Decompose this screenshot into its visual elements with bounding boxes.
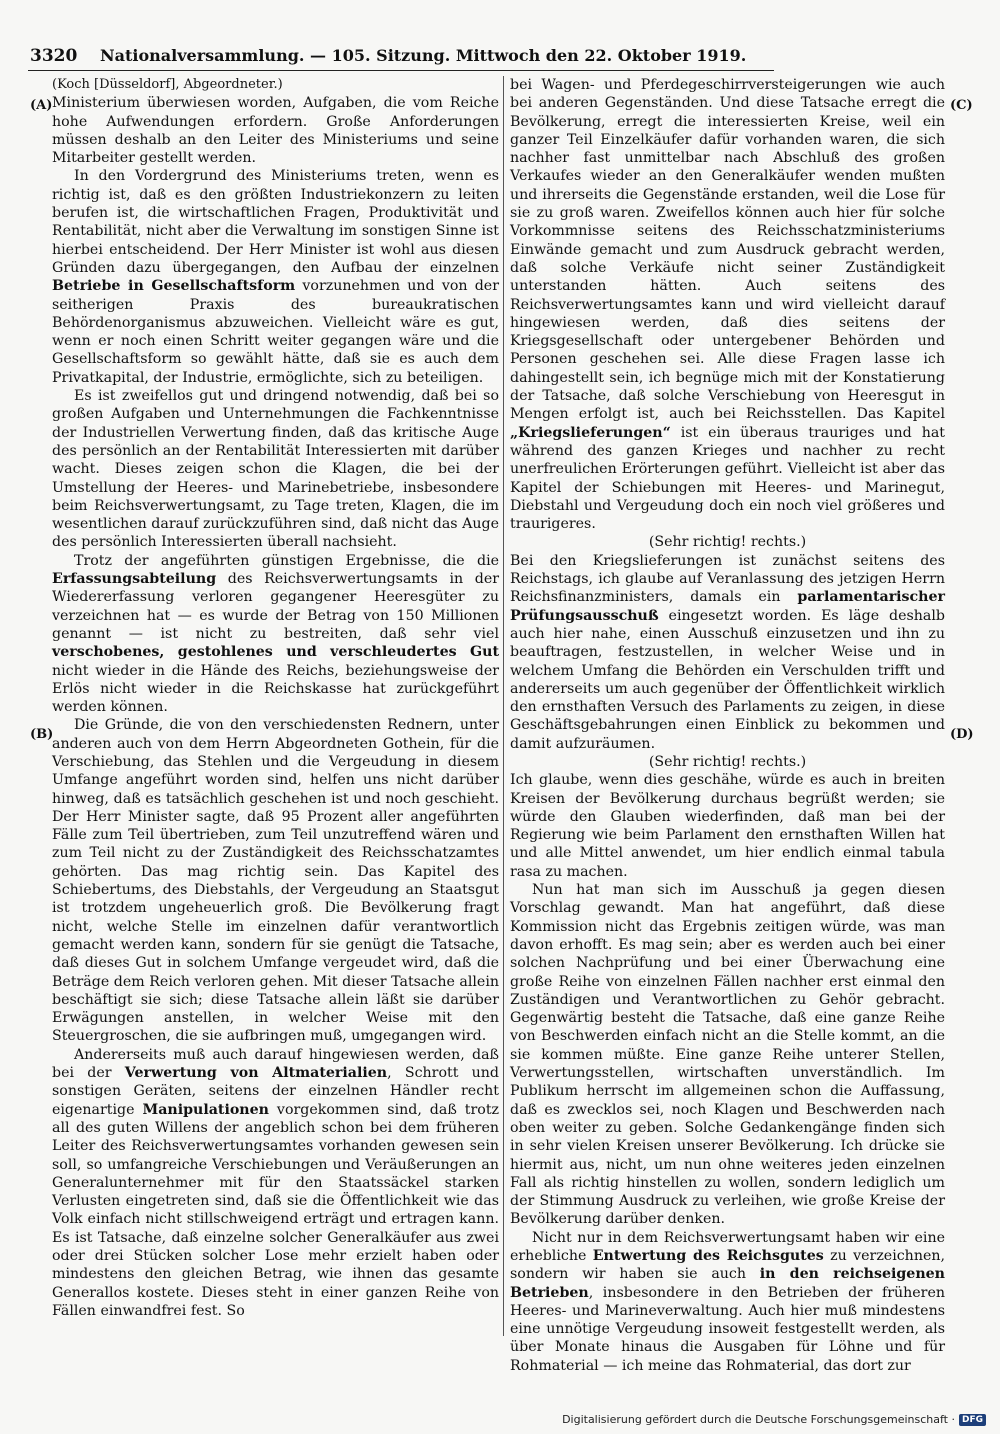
bold-term: Erfassungsabteilung bbox=[52, 571, 217, 588]
bold-term: verschobenes, gestohlenes und verschleudertes Gut bbox=[52, 644, 499, 661]
margin-marker-b: (B) bbox=[30, 727, 54, 742]
text-run: , insbesondere in den Betrieben der früheren Heeres- und Marineverwaltung. Auch hier muß mindestens eine unnötige Vergeudung insoweit festgestellt werden, als über Monate hinaus die Ausgaben für Löhne und für Rohmaterial — ich meine das Rohmaterial, das dort zur bbox=[510, 1284, 945, 1374]
bold-term: Manipulationen bbox=[142, 1101, 269, 1118]
text-run: Nicht nur in dem Reichsverwertungsamt haben wir eine erhebliche bbox=[510, 1229, 945, 1264]
bold-term: „Kriegslieferungen“ bbox=[510, 424, 671, 441]
margin-marker-d: (D) bbox=[950, 727, 974, 742]
paragraph: Es ist zweifellos gut und dringend notwendig, daß bei so großen Aufgaben und Unternehmungen die Fachkenntnisse der Industriellen Verwertung finden, daß das kritische Auge des persönlich an der Rentabilität Interessierten mit darüber wacht. Dieses zeigen schon die Klagen, die bei der Umstellung der Heeres- und Marinebetriebe, insbesondere beim Reichsverwertungsamt, zu Tage treten, Klagen, die im wesentlichen darauf zurückzuführen sind, daß nicht das Auge des persönlich Interessierten überall nachsieht. bbox=[52, 388, 499, 551]
bold-term: Betriebe in Gesellschaftsform bbox=[52, 278, 296, 295]
interjection: (Sehr richtig! rechts.) bbox=[648, 534, 807, 551]
interjection: (Sehr richtig! rechts.) bbox=[648, 753, 807, 770]
text-run: des Reichsverwertungsamts in der Wiedererfassung verloren gegangener Heeresgüter zu verzeichnen hat — es wurde der Betrag von 150 Millionen genannt — ist nicht zu bestreiten, daß sehr viel bbox=[52, 571, 499, 642]
text-run: In den Vordergrund des Ministeriums treten, wenn es richtig ist, daß es den größten Industriekonzern zu leiten berufen ist, die wirtschaftlichen Fragen, Produktivität und Rentabilität, nicht aber die Verwaltung im sonstigen Sinne ist hierbei entscheidend. Der Herr Minister ist wohl aus diesen Gründen dazu übergegangen, den Aufbau der einzelnen bbox=[52, 168, 499, 276]
bold-term: in den reichseigenen Betrieben bbox=[510, 1266, 945, 1301]
text-run: Andererseits muß auch darauf hingewiesen werden, daß bei der bbox=[52, 1046, 499, 1082]
text-run: Bei den Kriegslieferungen ist zunächst seitens des Reichstags, ich glaube auf Veranlassung des jetzigen Herrn Reichsfinanzministers, damals ein bbox=[510, 552, 945, 606]
bold-term: Entwertung des Reichsgutes bbox=[592, 1248, 824, 1264]
paragraph bbox=[52, 167, 499, 387]
paragraph: Ich glaube, wenn dies geschähe, würde es auch in breiten Kreisen der Bevölkerung durchaus begrüßt werden; sie würde den Glauben wiederfinden, daß man bei der Regierung wie beim Parlament den ernsthaften Willen hat und alle Mittel anwendet, um hier endlich einmal tabula rasa zu machen. bbox=[510, 772, 945, 880]
speaker-line: (Koch [Düsseldorf], Abgeordneter.) bbox=[52, 77, 283, 92]
running-title: Nationalversammlung. — 105. Sitzung. Mittwoch den 22. Oktober 1919. bbox=[100, 46, 747, 65]
text-run: bei Wagen- und Pferdegeschirrversteigerungen wie auch bei anderen Gegenständen. Und diese Tatsache erregt die Bevölkerung, erregt die interessierten Kreise, weil ein ganzer Teil Einzelkäufer dafür vorhanden waren, die sich nachher fast unmittelbar nach Abschluß des großen Verkaufes wieder an den Generalkäufer wenden mußten und ihrerseits die Gegenstände erstanden, weil die Lose für sie zu groß waren. Zweifellos können auch hier für solche Vorkommnisse seitens des Reichsschatzministeriums Einwände gemacht und zum Ausdruck gebracht werden, daß solche Verkäufe nicht seiner Zuständigkeit unterstanden hätten. Auch seitens des Reichsverwertungsamtes kann und wird vielleicht darauf hingewiesen werden, daß dies seitens der Kriegsgesellschaft oder untergebener Behörden und Personen geschehen sei. Alle diese Fragen lasse ich dahingestellt sein, ich begnüge mich mit der Konstatierung der Tatsache, daß solche Verschiebung von Heeresgut in Mengen erfolgt ist, auch bei Reichsstellen. Das Kapitel bbox=[510, 77, 945, 423]
text-run: nicht wieder in die Hände des Reichs, beziehungsweise der Erlös nicht wieder in die Reichskasse hat zurückgeführt werden können. bbox=[52, 662, 499, 716]
text-run: ist ein überaus trauriges und hat während des ganzen Krieges und nachher zu recht unerfreulichen Erörterungen geführt. Vielleicht ist aber das Kapitel der Schiebungen mit Heeres- und Marinegut, Diebstahl und Vergeudung doch ein noch viel größeres und traurigeres. bbox=[510, 424, 945, 533]
text-run: vorzunehmen und von der seitherigen Praxis des bureaukratischen Behördenorganismus abzuweichen. Vielleicht wäre es gut, wenn er noch einen Schritt weiter gegangen wäre und die Gesellschaftsform so gewählt hätte, daß sie es auch dem Privatkapital, der Industrie, ermöglichte, sich zu beteiligen. bbox=[52, 278, 499, 386]
paragraph: Ministerium überwiesen worden, Aufgaben, die vom Reiche hohe Aufwendungen erfordern. Große Anforderungen müssen deshalb an den Leiter des Ministeriums und seine Mitarbeiter gestellt werden. bbox=[52, 95, 499, 167]
header-rule bbox=[28, 70, 774, 71]
left-column bbox=[52, 76, 499, 1320]
right-column bbox=[510, 76, 945, 1375]
paragraph: Nun hat man sich im Ausschuß ja gegen diesen Vorschlag gewandt. Man hat angeführt, daß diese Kommission nicht das Ergebnis zeitigen würde, was man davon erhofft. Es mag sein; aber es werden auch bei einer solchen Nachprüfung und bei einer Überwachung eine große Reihe von einzelnen Fällen nachher erst einmal den Zuständigen und Verantwortlichen zu Gehör gebracht. Gegenwärtig besteht die Tatsache, daß eine ganze Reihe von Beschwerden einfach nicht an die Stelle kommt, an die sie kommen müßte. Eine ganze Reihe unterer Stellen, Verwertungsstellen, wirtschaften unverständlich. Im Publikum herrscht im allgemeinen schon die Auffassung, daß es zwecklos sei, noch Klagen und Beschwerden nach oben weiter zu geben. Solche Gedankengänge finden sich in sehr vielen Kreisen unserer Bevölkerung. Ich drücke sie hiermit aus, nicht, um nun ohne weiteres jeden einzelnen Fall als richtig hinstellen zu wollen, sondern lediglich um der Stimmung Ausdruck zu verleihen, wie große Kreise der Bevölkerung darüber denken. bbox=[510, 882, 945, 1228]
margin-marker-a: (A) bbox=[30, 98, 53, 113]
margin-marker-c: (C) bbox=[950, 98, 973, 113]
paragraph bbox=[52, 552, 499, 717]
text-run: , Schrott und sonstigen Geräten, seitens der einzelnen Händler recht eigenartige bbox=[52, 1065, 500, 1118]
text-run: vorgekommen sind, daß trotz all des guten Willens der angeblich schon bei dem früheren Leiter des Reichsverwertungsamtes vorhanden gewesen sein soll, so umfangreiche Verschiebungen und Veräußerungen an Generalunternehmer mit für den Staatssäckel starken Verlusten eingetreten sind, daß sie die Öffentlichkeit wie das Volk einfach nicht stillschweigend erträgt und ertragen kann. Es ist Tatsache, daß einzelne solcher Generalkäufer aus zwei oder drei Stücken solcher Lose mehr erzielt haben oder mindestens den gleichen Betrag, wie ihnen das gesamte Generallos kostete. Dieses steht in einer ganzen Reihe von Fällen einwandfrei fest. So bbox=[52, 1101, 499, 1319]
paragraph: Die Gründe, die von den verschiedensten Rednern, unter anderen auch von dem Herrn Abgeordneten Gothein, für die Verschiebung, das Stehlen und die Vergeudung in diesem Umfange angeführt worden sind, helfen uns nicht darüber hinweg, daß es tatsächlich geschehen ist und noch geschieht. Der Herr Minister sagte, daß 95 Prozent aller angeführten Fälle zum Teil übertrieben, zum Teil unzutreffend wären und zum Teil nicht zu der Zuständigkeit des Reichsschatzamtes gehörten. Das mag richtig sein. Das Kapitel des Schiebertums, des Diebstahls, der Vergeudung an Staatsgut ist trotzdem ungeheuerlich groß. Die Bevölkerung fragt nicht, welche Stelle im einzelnen dafür verantwortlich gemacht werden kann, sondern für sie genügt die Tatsache, daß dieses Gut in solchem Umfange vergeudet wird, daß die Beträge dem Reich verloren gehen. Mit dieser Tatsache allein beschäftigt sie sich; diese Tatsache allein läßt sie darüber Erwägungen anstellen, in welcher Weise mit den Steuergroschen, die sie aufbringen muß, umgegangen wird. bbox=[52, 717, 499, 1045]
page-header bbox=[30, 46, 770, 70]
bold-term: Verwertung von Altmaterialien bbox=[124, 1065, 388, 1082]
bold-term: parlamentarischer Prüfungsausschuß bbox=[510, 589, 945, 624]
column-separator bbox=[503, 76, 504, 1336]
page-number: 3320 bbox=[30, 46, 78, 66]
text-run: eingesetzt worden. Es läge deshalb auch hier nahe, einen Ausschuß einzusetzen und ihn zu beauftragen, festzustellen, in welcher Weise und in welchem Umfang die Behörden ein Verschulden trifft und andererseits um auch gegenüber der Öffentlichkeit wirklich den ernsthaften Versuch des Parlaments zu zeigen, in diese Geschäftsgebahrungen einen Einblick zu bekommen und damit aufzuräumen. bbox=[510, 607, 945, 752]
footer-text: Digitalisierung gefördert durch die Deutsche Forschungsgemeinschaft · bbox=[562, 1413, 955, 1426]
paragraph bbox=[52, 1046, 499, 1320]
paragraph bbox=[510, 76, 945, 533]
text-run: zu verzeichnen, sondern wir haben sie auch bbox=[510, 1248, 945, 1283]
paragraph bbox=[510, 552, 945, 753]
footer-credit bbox=[562, 1413, 986, 1426]
text-run: Trotz der angeführten günstigen Ergebnisse, die die bbox=[74, 552, 499, 569]
dfg-logo-icon: DFG bbox=[959, 1414, 986, 1426]
paragraph bbox=[510, 1229, 945, 1375]
